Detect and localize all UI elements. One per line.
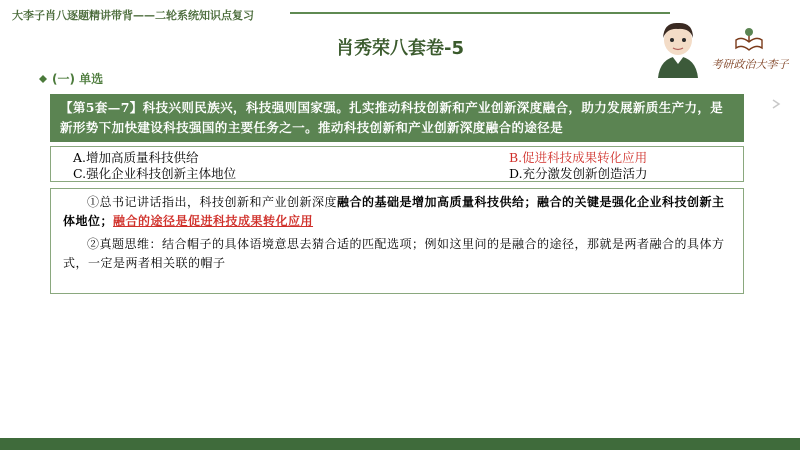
pin-icon — [38, 73, 48, 83]
option-b-answer: B.促进科技成果转化应用 — [509, 150, 648, 165]
question-stem: 【第5套—7】科技兴则民族兴，科技强则国家强。扎实推动科技创新和产业创新深度融合，助力发展新质生产力，是新形势下加快建设科技强国的主要任务之一。推动科技创新和产业创新深度融合的途径是 — [50, 94, 744, 142]
options-box — [50, 146, 744, 182]
option-c: C.强化企业科技创新主体地位 — [73, 166, 237, 181]
analysis-box — [50, 188, 744, 294]
header-divider — [290, 12, 670, 14]
analysis-point-1 — [63, 193, 733, 231]
option-a: A.增加高质量科技供给 — [73, 150, 199, 165]
analysis-p1-key: 融合的基础是增加高质量科技供给；融合的关键是强化企业科技创新主体地位； — [63, 195, 725, 228]
collapse-arrow-icon[interactable] — [770, 98, 782, 110]
logo-text: 考研政治大李子 — [711, 58, 789, 71]
analysis-p1-intro: ①总书记讲话指出，科技创新和产业创新深度 — [87, 195, 338, 209]
page-title: 肖秀荣八套卷-5 — [336, 38, 464, 59]
section-label-text: (一) 单选 — [52, 72, 104, 86]
book-tree-icon — [734, 26, 764, 52]
avatar — [652, 18, 704, 78]
option-d: D.充分激发创新创造活力 — [509, 166, 648, 181]
section-label — [38, 70, 103, 87]
series-title: 大李子肖八逐题精讲带背——二轮系统知识点复习 — [12, 9, 254, 22]
analysis-p1-answer: 融合的途径是促进科技成果转化应用 — [113, 214, 314, 228]
bottom-bar — [0, 438, 800, 450]
brand-logo — [706, 26, 794, 74]
analysis-point-2: ②真题思维：结合帽子的具体语境意思去猜合适的匹配选项；例如这里问的是融合的途径，那就是两者融合的具体方式，一定是两者相关联的帽子 — [63, 237, 725, 270]
